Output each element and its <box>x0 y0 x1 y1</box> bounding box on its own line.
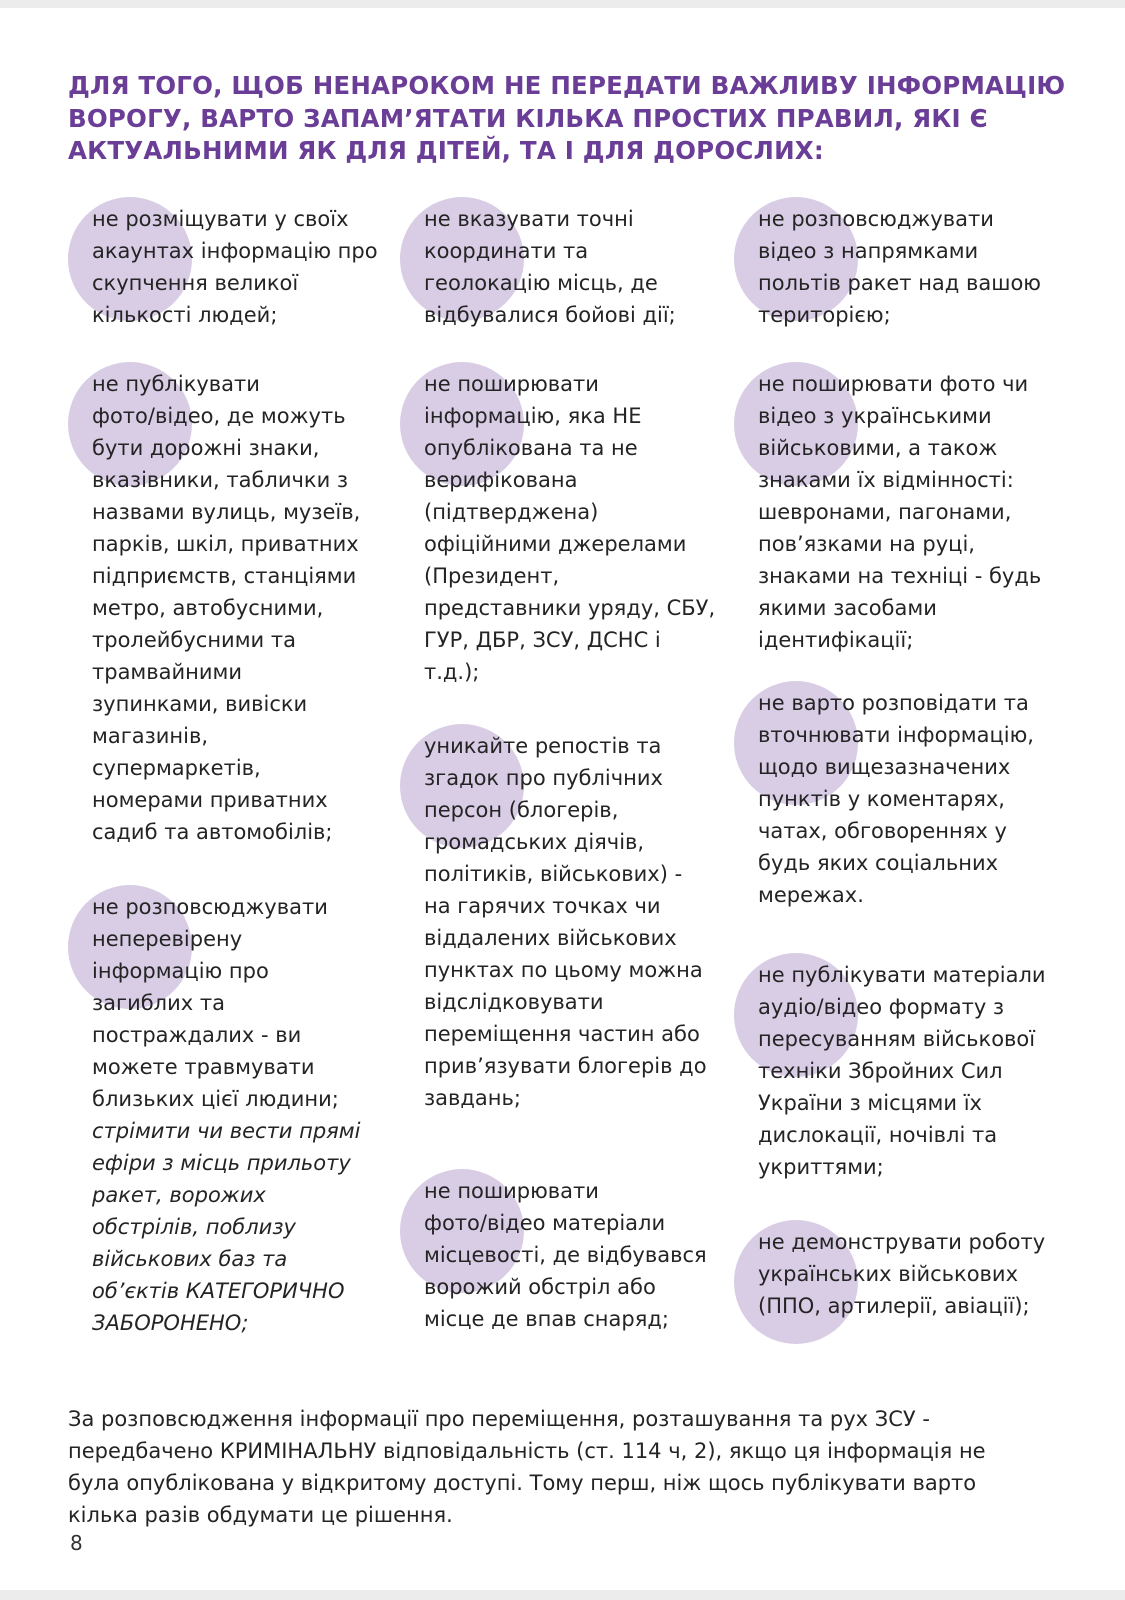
rule-text: не поширювати фото чи відео з українськими військовими, а також знаками їх відмінності: шевронами, пагонами, пов’язками на руці, знаками на техніці - будь якими засобами ідентифікації; <box>758 372 1042 652</box>
rule-item <box>68 891 398 1339</box>
rule-text: не розповсюджувати неперевірену інформацію про загиблих та постраждалих - ви можете травмувати близьких цієї людини; <box>92 895 339 1111</box>
rule-item <box>400 368 725 688</box>
document-page <box>0 8 1125 1590</box>
rule-item <box>400 730 725 1114</box>
rule-text: не розповсюджувати відео з напрямками польтів ракет над вашою територією; <box>758 207 1041 327</box>
rule-item <box>68 368 398 848</box>
page-number: 8 <box>70 1531 83 1555</box>
rule-text: не варто розповідати та вточнювати інформацію, щодо вищезазначених пунктів у коментарях, чатах, обговореннях у будь яких соціальних мережах. <box>758 691 1034 907</box>
rule-item <box>400 203 725 331</box>
rule-item <box>68 203 398 331</box>
rule-item <box>734 368 1069 656</box>
rule-text: не публікувати матеріали аудіо/відео формату з пересуванням військової техніки Збройних Сил України з місцями їх дислокації, ночівлі та укриттями; <box>758 963 1046 1179</box>
legal-notice: За розповсюдження інформації про переміщення, розташування та рух ЗСУ - передбачено КРИМІНАЛЬНУ відповідальність (ст. 114 ч, 2), якщо ця інформація не була опублікована у відкритому доступі. Тому перш, ніж щось публікувати варто кілька разів обдумати це рішення. <box>68 1407 986 1527</box>
rule-item <box>400 1175 725 1335</box>
rule-text: не вказувати точні координати та геолокацію місць, де відбувалися бойові дії; <box>424 207 676 327</box>
rule-text: не розміщувати у своїх акаунтах інформацію про скупчення великої кількості людей; <box>92 207 378 327</box>
rule-item <box>734 1226 1069 1322</box>
rule-text: не поширювати інформацію, яка НЕ опублікована та не верифікована (підтверджена) офіційними джерелами (Президент, представники уряду, СБУ, ГУР, ДБР, ЗСУ, ДСНС і т.д.); <box>424 372 716 684</box>
rule-item <box>734 687 1069 911</box>
rule-text: не поширювати фото/відео матеріали місцевості, де відбувався ворожий обстріл або місце де впав снаряд; <box>424 1179 707 1331</box>
rule-item <box>734 959 1069 1183</box>
rule-text: не публікувати фото/відео, де можуть бути дорожні знаки, вказівники, таблички з назвами вулиць, музеїв, парків, шкіл, приватних підприємств, станціями метро, автобусними, тролейбусними та трамвайними зупинками, вивіски магазинів, супермаркетів, номерами приватних садиб та автомобілів; <box>92 372 361 844</box>
page-heading: ДЛЯ ТОГО, ЩОБ НЕНАРОКОМ НЕ ПЕРЕДАТИ ВАЖЛИВУ ІНФОРМАЦІЮ ВОРОГУ, ВАРТО ЗАПАМ’ЯТАТИ КІЛЬКА ПРОСТИХ ПРАВИЛ, ЯКІ Є АКТУАЛЬНИМИ ЯК ДЛЯ ДІТЕЙ, ТА І ДЛЯ ДОРОСЛИХ: <box>68 71 1066 165</box>
rule-item <box>734 203 1069 331</box>
rule-text: не демонструвати роботу українських військових (ППО, артилерії, авіації); <box>758 1230 1046 1318</box>
rule-text-emphasis: стрімити чи вести прямі ефіри з місць прильоту ракет, ворожих обстрілів, поблизу військових баз та об’єктів КАТЕГОРИЧНО ЗАБОРОНЕНО; <box>92 1119 361 1335</box>
rule-text: уникайте репостів та згадок про публічних персон (блогерів, громадських діячів, політиків, військових) - на гарячих точках чи віддалених військових пунктах по цьому можна відслідковувати переміщення частин або прив’язувати блогерів до завдань; <box>424 734 707 1110</box>
